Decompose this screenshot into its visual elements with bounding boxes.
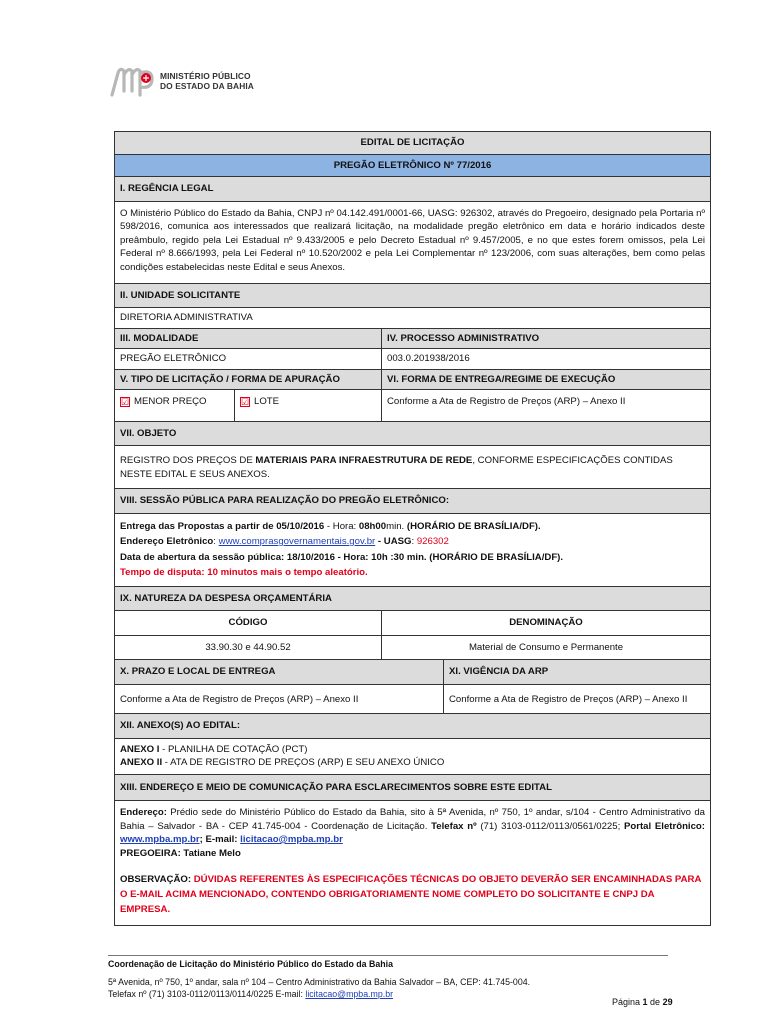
logo-text: [160, 71, 254, 91]
codigo-value: 33.90.30 e 44.90.52: [115, 635, 382, 660]
denominacao-value: Material de Consumo e Permanente: [382, 635, 711, 660]
option-lote: [235, 390, 382, 422]
section-heading-11: XI. VIGÊNCIA DA ARP: [444, 660, 711, 685]
edital-table: [114, 131, 711, 926]
section-heading-9: IX. NATUREZA DA DESPESA ORÇAMENTÁRIA: [115, 586, 711, 611]
section-heading-12: XII. ANEXO(S) AO EDITAL:: [115, 714, 711, 739]
section-heading-2: II. UNIDADE SOLICITANTE: [115, 283, 711, 308]
col-codigo-header: CÓDIGO: [115, 611, 382, 636]
observacao-text: OBSERVAÇÃO: DÚVIDAS REFERENTES ÀS ESPECIFICAÇÕES TÉCNICAS DO OBJETO DEVERÃO SER ENCAMINHADAS PARA O E-MAIL ACIMA MENCIONADO, CONTENDO OBRIGATORIAMENTE NOME COMPLETO DO SOLICITANTE E CNPJ DA EMPRESA.: [120, 874, 702, 915]
logo-line2: DO ESTADO DA BAHIA: [160, 81, 254, 91]
footer: [108, 958, 530, 1001]
footer-email-link[interactable]: licitacao@mpba.mp.br: [305, 989, 394, 999]
prazo-entrega-value: Conforme a Ata de Registro de Preços (ARP) – Anexo II: [115, 684, 444, 714]
logo: [108, 61, 254, 101]
contato-details: [115, 801, 711, 926]
checkbox-checked-icon: ☑: [121, 397, 130, 407]
section-heading-4: IV. PROCESSO ADMINISTRATIVO: [382, 328, 711, 349]
section-heading-3: III. MODALIDADE: [115, 328, 382, 349]
compras-link[interactable]: www.comprasgovernamentais.gov.br: [218, 536, 376, 547]
section-heading-8: VIII. SESSÃO PÚBLICA PARA REALIZAÇÃO DO PREGÃO ELETRÔNICO:: [115, 489, 711, 514]
portal-link[interactable]: www.mpba.mp.br: [120, 834, 200, 845]
footer-line2: 5ª Avenida, nº 750, 1º andar, sala nº 104 – Centro Administrativo da Bahia Salvador – BA, CEP: 41.745-004.: [108, 976, 531, 987]
option-label: MENOR PREÇO: [134, 396, 207, 407]
section-heading-1: I. REGÊNCIA LEGAL: [115, 177, 711, 202]
option-label: LOTE: [254, 396, 280, 407]
tempo-disputa-line: Tempo de disputa: 10 minutos mais o tempo aleatório.: [120, 567, 368, 578]
logo-line1: MINISTÉRIO PÚBLICO: [160, 71, 251, 81]
option-menor-preco: [115, 390, 235, 422]
anexos-list: [115, 738, 711, 774]
section-heading-13: XIII. ENDEREÇO E MEIO DE COMUNICAÇÃO PARA ESCLARECIMENTOS SOBRE ESTE EDITAL: [115, 774, 711, 801]
doc-title: EDITAL DE LICITAÇÃO: [115, 132, 711, 155]
doc-subtitle: PREGÃO ELETRÔNICO Nº 77/2016: [115, 154, 711, 177]
section-heading-6: VI. FORMA DE ENTREGA/REGIME DE EXECUÇÃO: [382, 369, 711, 390]
footer-line1: Coordenação de Licitação do Ministério Público do Estado da Bahia: [108, 959, 393, 969]
section-heading-5: V. TIPO DE LICITAÇÃO / FORMA DE APURAÇÃO: [115, 369, 382, 390]
email-link[interactable]: licitacao@mpba.mp.br: [240, 834, 343, 845]
objeto-text: REGISTRO DOS PREÇOS DE MATERIAIS PARA INFRAESTRUTURA DE REDE, CONFORME ESPECIFICAÇÕES CONTIDAS NESTE EDITAL E SEUS ANEXOS.: [115, 446, 711, 489]
forma-entrega-value: Conforme a Ata de Registro de Preços (ARP) – Anexo II: [382, 390, 711, 422]
footer-divider: [108, 955, 668, 956]
unidade-value: DIRETORIA ADMINISTRATIVA: [115, 308, 711, 329]
col-denominacao-header: DENOMINAÇÃO: [382, 611, 711, 636]
sessao-publica-details: [115, 513, 711, 586]
mp-logo-icon: [108, 61, 158, 101]
section-heading-10: X. PRAZO E LOCAL DE ENTREGA: [115, 660, 444, 685]
checkbox-checked-icon: ☑: [241, 397, 250, 407]
modalidade-value: PREGÃO ELETRÔNICO: [115, 349, 382, 370]
vigencia-value: Conforme a Ata de Registro de Preços (ARP) – Anexo II: [444, 684, 711, 714]
section-heading-7: VII. OBJETO: [115, 421, 711, 446]
page-number: Página 1 de 29: [612, 997, 673, 1007]
endereco-eletronico-line: Endereço Eletrônico: www.comprasgovernamentais.gov.br - UASG: 926302: [120, 536, 449, 547]
endereco-text: Endereço: Prédio sede do Ministério Público do Estado da Bahia, sito à 5ª Avenida, nº 750, 1º andar, s/104 - Centro Administrativo da Bahia – Salvador - BA - CEP 41.745-004 - Coordenação de Licitação. Telefax nº (71) 3103-0112/0113/0561/0225; Portal Eletrônico: www.mpba.mp.br; E-mail: licitacao@mpba.mp.br: [120, 807, 705, 845]
abertura-sessao-line: Data de abertura da sessão pública: 18/10/2016 - Hora: 10h :30 min. (HORÁRIO DE BRASÍLIA/DF).: [120, 551, 564, 563]
pregoeira-line: PREGOEIRA: Tatiane Melo: [120, 847, 241, 859]
regencia-text: O Ministério Público do Estado da Bahia, CNPJ nº 04.142.491/0001-66, UASG: 926302, através do Pregoeiro, designado pela Portaria nº 598/2016, comunica aos interessados que realizará licitação, na modalidade pregão eletrônico em data e horário indicados deste preâmbulo, regido pela Lei Estadual nº 9.433/2005 e pelo Decreto Estadual nº 9.457/2005, e no que estes forem omissos, pela Lei Federal nº 8.666/1993, pela Lei Federal nº 10.520/2002 e pela Lei Complementar nº 123/2006, com suas alterações, bem como pelas condições estabelecidas neste Edital e seus Anexos.: [115, 201, 711, 283]
processo-value: 003.0.201938/2016: [382, 349, 711, 370]
footer-line3: Telefax nº (71) 3103-0112/0113/0114/0225 E-mail: licitacao@mpba.mp.br: [108, 989, 394, 999]
anexo-1: ANEXO I - PLANILHA DE COTAÇÃO (PCT): [120, 743, 308, 755]
anexo-2: ANEXO II - ATA DE REGISTRO DE PREÇOS (ARP) E SEU ANEXO ÚNICO: [120, 757, 445, 768]
entrega-propostas-line: Entrega das Propostas a partir de 05/10/2016 - Hora: 08h00min. (HORÁRIO DE BRASÍLIA/DF).: [120, 520, 541, 532]
